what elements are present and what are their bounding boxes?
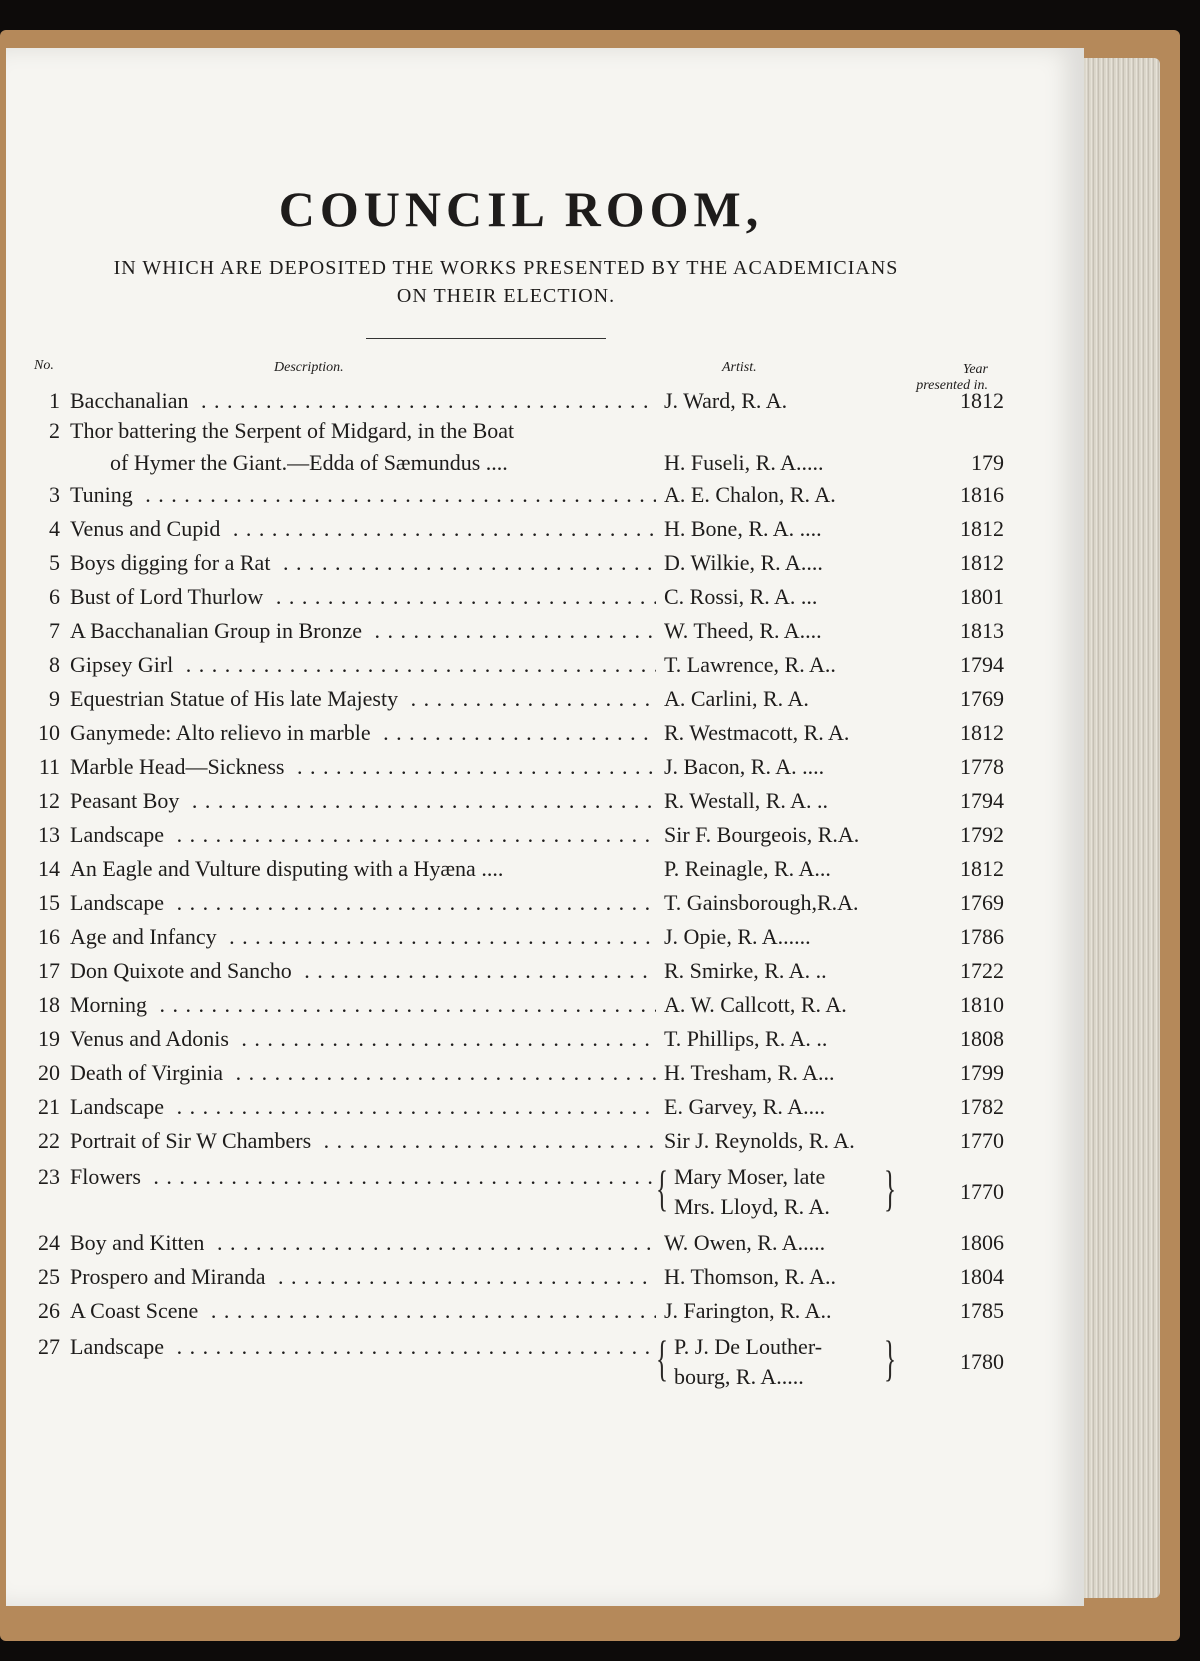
entry-description: Ganymede: Alto relievo in marble . . . [70, 718, 656, 748]
entry-number: 11 [38, 754, 60, 779]
entry-number: 18 [38, 992, 60, 1017]
entry-artist: W. Theed, R. A.... [664, 618, 822, 643]
entry-number: 3 [49, 482, 60, 507]
list-item [26, 956, 1002, 986]
right-brace: } [884, 1160, 896, 1216]
entry-year: 1770 [960, 1128, 1004, 1153]
entry-number: 6 [49, 584, 60, 609]
entry-artist: A. E. Chalon, R. A. [664, 482, 836, 507]
entry-year: 1780 [960, 1349, 1004, 1374]
subtitle-line-1: IN WHICH ARE DEPOSITED THE WORKS PRESENTED BY THE ACADEMICIANS [113, 257, 899, 279]
list-item [26, 514, 1002, 544]
list-item [26, 684, 1002, 714]
entry-description: Prospero and Miranda . . . [70, 1262, 656, 1292]
entry-artist: T. Gainsborough,R.A. [664, 890, 859, 915]
entry-description: Landscape . . . [70, 820, 656, 850]
list-item [26, 416, 1002, 446]
entry-artist: P. Reinagle, R. A... [664, 856, 831, 881]
list-item [26, 820, 1002, 850]
title-rule [366, 338, 606, 339]
entry-number: 16 [38, 924, 60, 949]
entry-artist: J. Bacon, R. A. .... [664, 754, 825, 779]
entry-number: 27 [38, 1334, 60, 1359]
entry-year: 1804 [960, 1264, 1004, 1289]
subtitle-line-2: ON THEIR ELECTION. [396, 285, 616, 307]
header-description: Description. [274, 360, 344, 375]
entry-artist-line-1: P. J. De Louther- [674, 1334, 823, 1359]
entry-year: 179 [971, 450, 1004, 475]
entry-artist: H. Fuseli, R. A..... [664, 450, 824, 475]
entry-number: 4 [49, 516, 60, 541]
entry-number: 22 [38, 1128, 60, 1153]
list-item [26, 582, 1002, 612]
entry-description: Age and Infancy . . . [70, 922, 656, 952]
entry-year: 1816 [960, 482, 1004, 507]
list-item [26, 650, 1002, 680]
entry-number: 20 [38, 1060, 60, 1085]
list-item [26, 1262, 1002, 1292]
entry-year: 1794 [960, 788, 1004, 813]
left-brace: { [656, 1330, 668, 1386]
entry-description: Bacchanalian . . . [70, 386, 656, 416]
page-title: COUNCIL ROOM, [278, 181, 764, 237]
left-brace: { [656, 1160, 668, 1216]
entry-number: 25 [38, 1264, 60, 1289]
entry-artist: J. Ward, R. A. [664, 388, 788, 413]
entry-number: 24 [38, 1230, 60, 1255]
entry-number: 15 [38, 890, 60, 915]
entry-number: 1 [49, 388, 60, 413]
list-item [26, 1296, 1002, 1326]
entry-artist: T. Lawrence, R. A.. [664, 652, 836, 677]
entry-artist: H. Bone, R. A. .... [664, 516, 822, 541]
entry-year: 1794 [960, 652, 1004, 677]
entry-number: 17 [38, 958, 60, 983]
entry-description: An Eagle and Vulture disputing with a Hyæna .... [70, 856, 504, 881]
list-item [26, 1332, 1002, 1392]
entry-description: Tuning . . . [70, 480, 656, 510]
entry-number: 7 [49, 618, 60, 643]
page-subtitle [36, 254, 976, 310]
entry-number: 10 [38, 720, 60, 745]
entry-artist: R. Westmacott, R. A. [664, 720, 850, 745]
list-item [26, 752, 1002, 782]
entry-year: 1813 [960, 618, 1004, 643]
list-item-continuation [26, 448, 1002, 478]
entry-year: 1785 [960, 1298, 1004, 1323]
entry-artist-line-1: Mary Moser, late [674, 1164, 826, 1189]
entry-description: A Bacchanalian Group in Bronze . . . [70, 616, 656, 646]
entry-description-continued: of Hymer the Giant.—Edda of Sæmundus .... [110, 450, 508, 475]
list-item [26, 888, 1002, 918]
entry-description: Equestrian Statue of His late Majesty . . . [70, 684, 656, 714]
entry-year: 1808 [960, 1026, 1004, 1051]
entry-description: Portrait of Sir W Chambers . . . [70, 1126, 656, 1156]
entry-description: Venus and Cupid . . . [70, 514, 656, 544]
entry-year: 1812 [960, 856, 1004, 881]
entry-year: 1770 [960, 1179, 1004, 1204]
entry-number: 23 [38, 1164, 60, 1189]
entry-description: Landscape . . . [70, 888, 656, 918]
entry-year: 1778 [960, 754, 1004, 779]
entry-artist: J. Opie, R. A...... [664, 924, 811, 949]
entry-description: Marble Head—Sickness . . . [70, 752, 656, 782]
list-item [26, 1162, 1002, 1222]
entry-artist: C. Rossi, R. A. ... [664, 584, 818, 609]
header-year-line-2: presented in. [916, 378, 988, 393]
entry-year: 1810 [960, 992, 1004, 1017]
entry-description: Boy and Kitten . . . [70, 1228, 656, 1258]
list-item [26, 718, 1002, 748]
entry-description: Bust of Lord Thurlow . . . [70, 582, 656, 612]
entry-artist: Sir F. Bourgeois, R.A. [664, 822, 860, 847]
entry-number: 26 [38, 1298, 60, 1323]
entry-year: 1782 [960, 1094, 1004, 1119]
list-item [26, 786, 1002, 816]
entry-number: 8 [49, 652, 60, 677]
header-artist: Artist. [722, 360, 757, 375]
entry-number: 14 [38, 856, 60, 881]
entry-number: 19 [38, 1026, 60, 1051]
entry-description: Landscape . . . [70, 1332, 656, 1362]
entry-year: 1812 [960, 550, 1004, 575]
list-item [26, 548, 1002, 578]
entry-artist: Sir J. Reynolds, R. A. [664, 1128, 855, 1153]
entry-number: 5 [49, 550, 60, 575]
entry-description: Morning . . . [70, 990, 656, 1020]
entry-number: 21 [38, 1094, 60, 1119]
list-item [26, 1228, 1002, 1258]
entry-description: Thor battering the Serpent of Midgard, in the Boat [70, 418, 515, 443]
header-no: No. [34, 358, 54, 373]
list-item [26, 922, 1002, 952]
entry-artist: A. Carlini, R. A. [664, 686, 809, 711]
entry-number: 12 [38, 788, 60, 813]
entry-year: 1812 [960, 516, 1004, 541]
entry-number: 13 [38, 822, 60, 847]
entry-artist: H. Tresham, R. A... [664, 1060, 835, 1085]
entry-year: 1812 [960, 388, 1004, 413]
entry-number: 9 [49, 686, 60, 711]
entry-artist: W. Owen, R. A..... [664, 1230, 826, 1255]
entry-artist: R. Westall, R. A. .. [664, 788, 829, 813]
header-year-line-1: Year [962, 362, 988, 377]
entry-number: 2 [49, 418, 60, 443]
list-item [26, 1092, 1002, 1122]
entry-artist-line-2: Mrs. Lloyd, R. A. [674, 1194, 830, 1219]
entry-artist: E. Garvey, R. A.... [664, 1094, 826, 1119]
list-item [26, 386, 1002, 416]
entry-year: 1799 [960, 1060, 1004, 1085]
list-item [26, 1126, 1002, 1156]
entry-description: Peasant Boy . . . [70, 786, 656, 816]
entry-year: 1812 [960, 720, 1004, 745]
list-item [26, 990, 1002, 1020]
entry-artist: D. Wilkie, R. A.... [664, 550, 823, 575]
entry-year: 1769 [960, 686, 1004, 711]
list-item [26, 854, 1002, 884]
entry-description: Death of Virginia . . . [70, 1058, 656, 1088]
entry-artist: A. W. Callcott, R. A. [664, 992, 847, 1017]
list-item [26, 480, 1002, 510]
entry-description: Landscape . . . [70, 1092, 656, 1122]
entry-artist: H. Thomson, R. A.. [664, 1264, 836, 1289]
entry-description: Flowers . . . [70, 1162, 656, 1192]
entry-description: Venus and Adonis . . . [70, 1024, 656, 1054]
entry-description: A Coast Scene . . . [70, 1296, 656, 1326]
entry-artist: J. Farington, R. A.. [664, 1298, 832, 1323]
entry-artist-line-2: bourg, R. A..... [674, 1364, 804, 1389]
entry-description: Don Quixote and Sancho . . . [70, 956, 656, 986]
list-item [26, 616, 1002, 646]
entry-description: Boys digging for a Rat . . . [70, 548, 656, 578]
entry-year: 1792 [960, 822, 1004, 847]
entry-year: 1806 [960, 1230, 1004, 1255]
right-brace: } [884, 1330, 896, 1386]
entry-year: 1786 [960, 924, 1004, 949]
entry-artist: T. Phillips, R. A. .. [664, 1026, 828, 1051]
book-page [6, 48, 1084, 1606]
entry-year: 1722 [960, 958, 1004, 983]
entry-artist: R. Smirke, R. A. .. [664, 958, 827, 983]
entry-year: 1769 [960, 890, 1004, 915]
list-item [26, 1058, 1002, 1088]
list-item [26, 1024, 1002, 1054]
entry-description: Gipsey Girl . . . [70, 650, 656, 680]
entry-year: 1801 [960, 584, 1004, 609]
